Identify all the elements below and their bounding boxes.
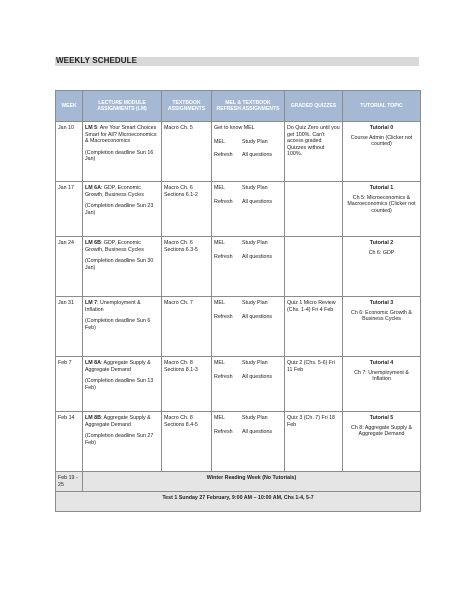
tutorial-cell	[343, 237, 421, 297]
tutorial-title: Tutorial 4	[369, 360, 394, 366]
tutorial-title: Tutorial 1	[369, 185, 394, 191]
week-cell: Jan 17	[56, 182, 83, 237]
lm-cell	[83, 122, 162, 182]
mel-value: All questions	[242, 253, 273, 260]
mel-key: MEL	[214, 300, 225, 306]
lm-title: LM 8B	[85, 415, 101, 421]
lm-deadline: (Completion deadline Sun 23 Jan)	[85, 203, 154, 216]
mel-cell	[212, 237, 285, 297]
table-row	[56, 237, 421, 297]
mel-value: Study Plan	[242, 300, 268, 306]
lm-desc: : Unemployment & Inflation	[85, 300, 141, 313]
lm-deadline: (Completion deadline Sun 6 Feb)	[85, 318, 151, 331]
table-row	[56, 297, 421, 357]
tutorial-cell	[343, 357, 421, 412]
mel-key: Refresh	[214, 253, 233, 260]
column-header: WEEK	[56, 91, 83, 122]
mel-cell	[212, 357, 285, 412]
tutorial-title: Tutorial 5	[369, 415, 394, 421]
tutorial-cell	[343, 412, 421, 472]
mel-key: Refresh	[214, 428, 233, 435]
tutorial-desc: Ch 5: Microeconomics & Macroeconomics (Clicker not counted)	[347, 194, 416, 214]
tutorial-title: Tutorial 3	[369, 300, 394, 306]
lm-cell	[83, 237, 162, 297]
quiz-cell	[285, 182, 343, 237]
tutorial-desc: Ch 8: Aggregate Supply & Aggregate Demand	[351, 424, 412, 438]
lm-title: LM 6B	[85, 240, 101, 246]
lm-desc: : Are Your Smart Choices Smart for All? Microeconomics & Macroeconomics	[85, 125, 157, 145]
column-header: LECTURE MODULE ASSIGNMENTS (LM)	[83, 91, 162, 122]
textbook-cell: Macro Ch. 6 Sections 6.1-2	[162, 182, 212, 237]
mel-key: MEL	[214, 415, 225, 421]
quiz-cell: Quiz 3 (Ch. 7) Fri 18 Feb	[285, 412, 343, 472]
column-header: TEXTBOOK ASSIGNMENTS	[162, 91, 212, 122]
lm-title: LM 6A	[85, 185, 101, 191]
lm-cell	[83, 182, 162, 237]
mel-cell	[212, 297, 285, 357]
mel-value: Study Plan	[242, 360, 268, 366]
mel-value: All questions	[242, 198, 273, 205]
lm-cell	[83, 412, 162, 472]
mel-key: Refresh	[214, 198, 233, 205]
week-cell: Feb 7	[56, 357, 83, 412]
mel-value: Study Plan	[242, 240, 268, 246]
table-row	[56, 412, 421, 472]
mel-cell	[212, 412, 285, 472]
lm-title: LM 5	[85, 125, 98, 131]
tutorial-cell	[343, 297, 421, 357]
lm-desc: : GDP, Economic Growth, Business Cycles	[85, 240, 144, 253]
table-row	[56, 122, 421, 182]
tutorial-desc: Ch 6: Economic Growth & Business Cycles	[351, 309, 412, 323]
mel-key: Refresh	[214, 152, 233, 159]
mel-key: Refresh	[214, 313, 233, 320]
textbook-cell: Macro Ch. 8 Sections 8.1-3	[162, 357, 212, 412]
mel-key: Refresh	[214, 373, 233, 380]
lm-deadline: (Completion deadline Sun 30 Jan)	[85, 258, 154, 271]
quiz-cell: Quiz 2 (Chs. 5-6) Fri 11 Feb	[285, 357, 343, 412]
textbook-cell: Macro Ch. 5	[162, 122, 212, 182]
mel-key: MEL	[214, 360, 225, 366]
textbook-cell: Macro Ch. 6 Sections 6.3-5	[162, 237, 212, 297]
lm-deadline: (Completion deadline Sun 27 Feb)	[85, 433, 154, 446]
tutorial-desc: Ch 7: Unemployment & Inflation	[354, 369, 409, 383]
mel-value: Study Plan	[242, 138, 268, 145]
mel-value: All questions	[242, 373, 273, 380]
quiz-cell: Do Quiz Zero until you get 100%. Can't access graded Quizzes without 100%.	[285, 122, 343, 182]
mel-value: All questions	[242, 152, 273, 159]
page-title: WEEKLY SCHEDULE	[56, 56, 138, 65]
tutorial-title: Tutorial 2	[369, 240, 394, 246]
reading-week-row	[56, 472, 421, 492]
mel-value: Study Plan	[242, 415, 268, 421]
lm-desc: : Aggregate Supply & Aggregate Demand	[85, 360, 151, 373]
lm-title: LM 7	[85, 300, 98, 306]
mel-cell	[212, 122, 285, 182]
week-cell: Jan 10	[56, 122, 83, 182]
lm-deadline: (Completion deadline Sun 13 Feb)	[85, 378, 154, 391]
lm-cell	[83, 297, 162, 357]
mel-key: MEL	[214, 185, 225, 191]
test-row	[56, 492, 421, 512]
tutorial-title: Tutorial 0	[369, 125, 394, 131]
lm-cell	[83, 357, 162, 412]
table-row	[56, 182, 421, 237]
test-label: Test 1 Sunday 27 February, 9:00 AM – 10:00 AM, Chs 1-4, 5-7	[56, 492, 421, 512]
reading-week-label: Winter Reading Week (No Tutorials)	[83, 472, 421, 492]
lm-desc: : Aggregate Supply & Aggregate Demand	[85, 415, 151, 428]
mel-intro: Get to know MEL	[214, 125, 255, 131]
mel-key: MEL	[214, 138, 225, 145]
schedule-table	[55, 90, 421, 512]
mel-value: All questions	[242, 428, 273, 435]
table-header-row	[56, 91, 421, 122]
table-row	[56, 357, 421, 412]
column-header: MEL & TEXTBOOK REFRESH ASSIGNMENTS	[212, 91, 285, 122]
mel-value: All questions	[242, 313, 273, 320]
tutorial-desc: Course Admin (Clicker not counted)	[350, 134, 413, 148]
tutorial-cell	[343, 122, 421, 182]
tutorial-cell	[343, 182, 421, 237]
column-header: GRADED QUIZZES	[285, 91, 343, 122]
week-cell: Feb 14	[56, 412, 83, 472]
tutorial-desc: Ch 6: GDP	[368, 249, 395, 256]
mel-cell	[212, 182, 285, 237]
textbook-cell: Macro Ch. 7	[162, 297, 212, 357]
week-cell: Feb 19 - 25	[56, 472, 83, 492]
quiz-cell	[285, 237, 343, 297]
lm-desc: : GDP, Economic Growth, Business Cycles	[85, 185, 144, 198]
mel-value: Study Plan	[242, 185, 268, 191]
lm-deadline: (Completion deadline Sun 16 Jan)	[85, 149, 154, 163]
textbook-cell: Macro Ch. 8 Sections 8.4-5	[162, 412, 212, 472]
lm-title: LM 8A	[85, 360, 101, 366]
week-cell: Jan 24	[56, 237, 83, 297]
week-cell: Jan 31	[56, 297, 83, 357]
quiz-cell: Quiz 1 Micro Review (Chs. 1-4) Fri 4 Feb	[285, 297, 343, 357]
mel-key: MEL	[214, 240, 225, 246]
column-header: TUTORIAL TOPIC	[343, 91, 421, 122]
